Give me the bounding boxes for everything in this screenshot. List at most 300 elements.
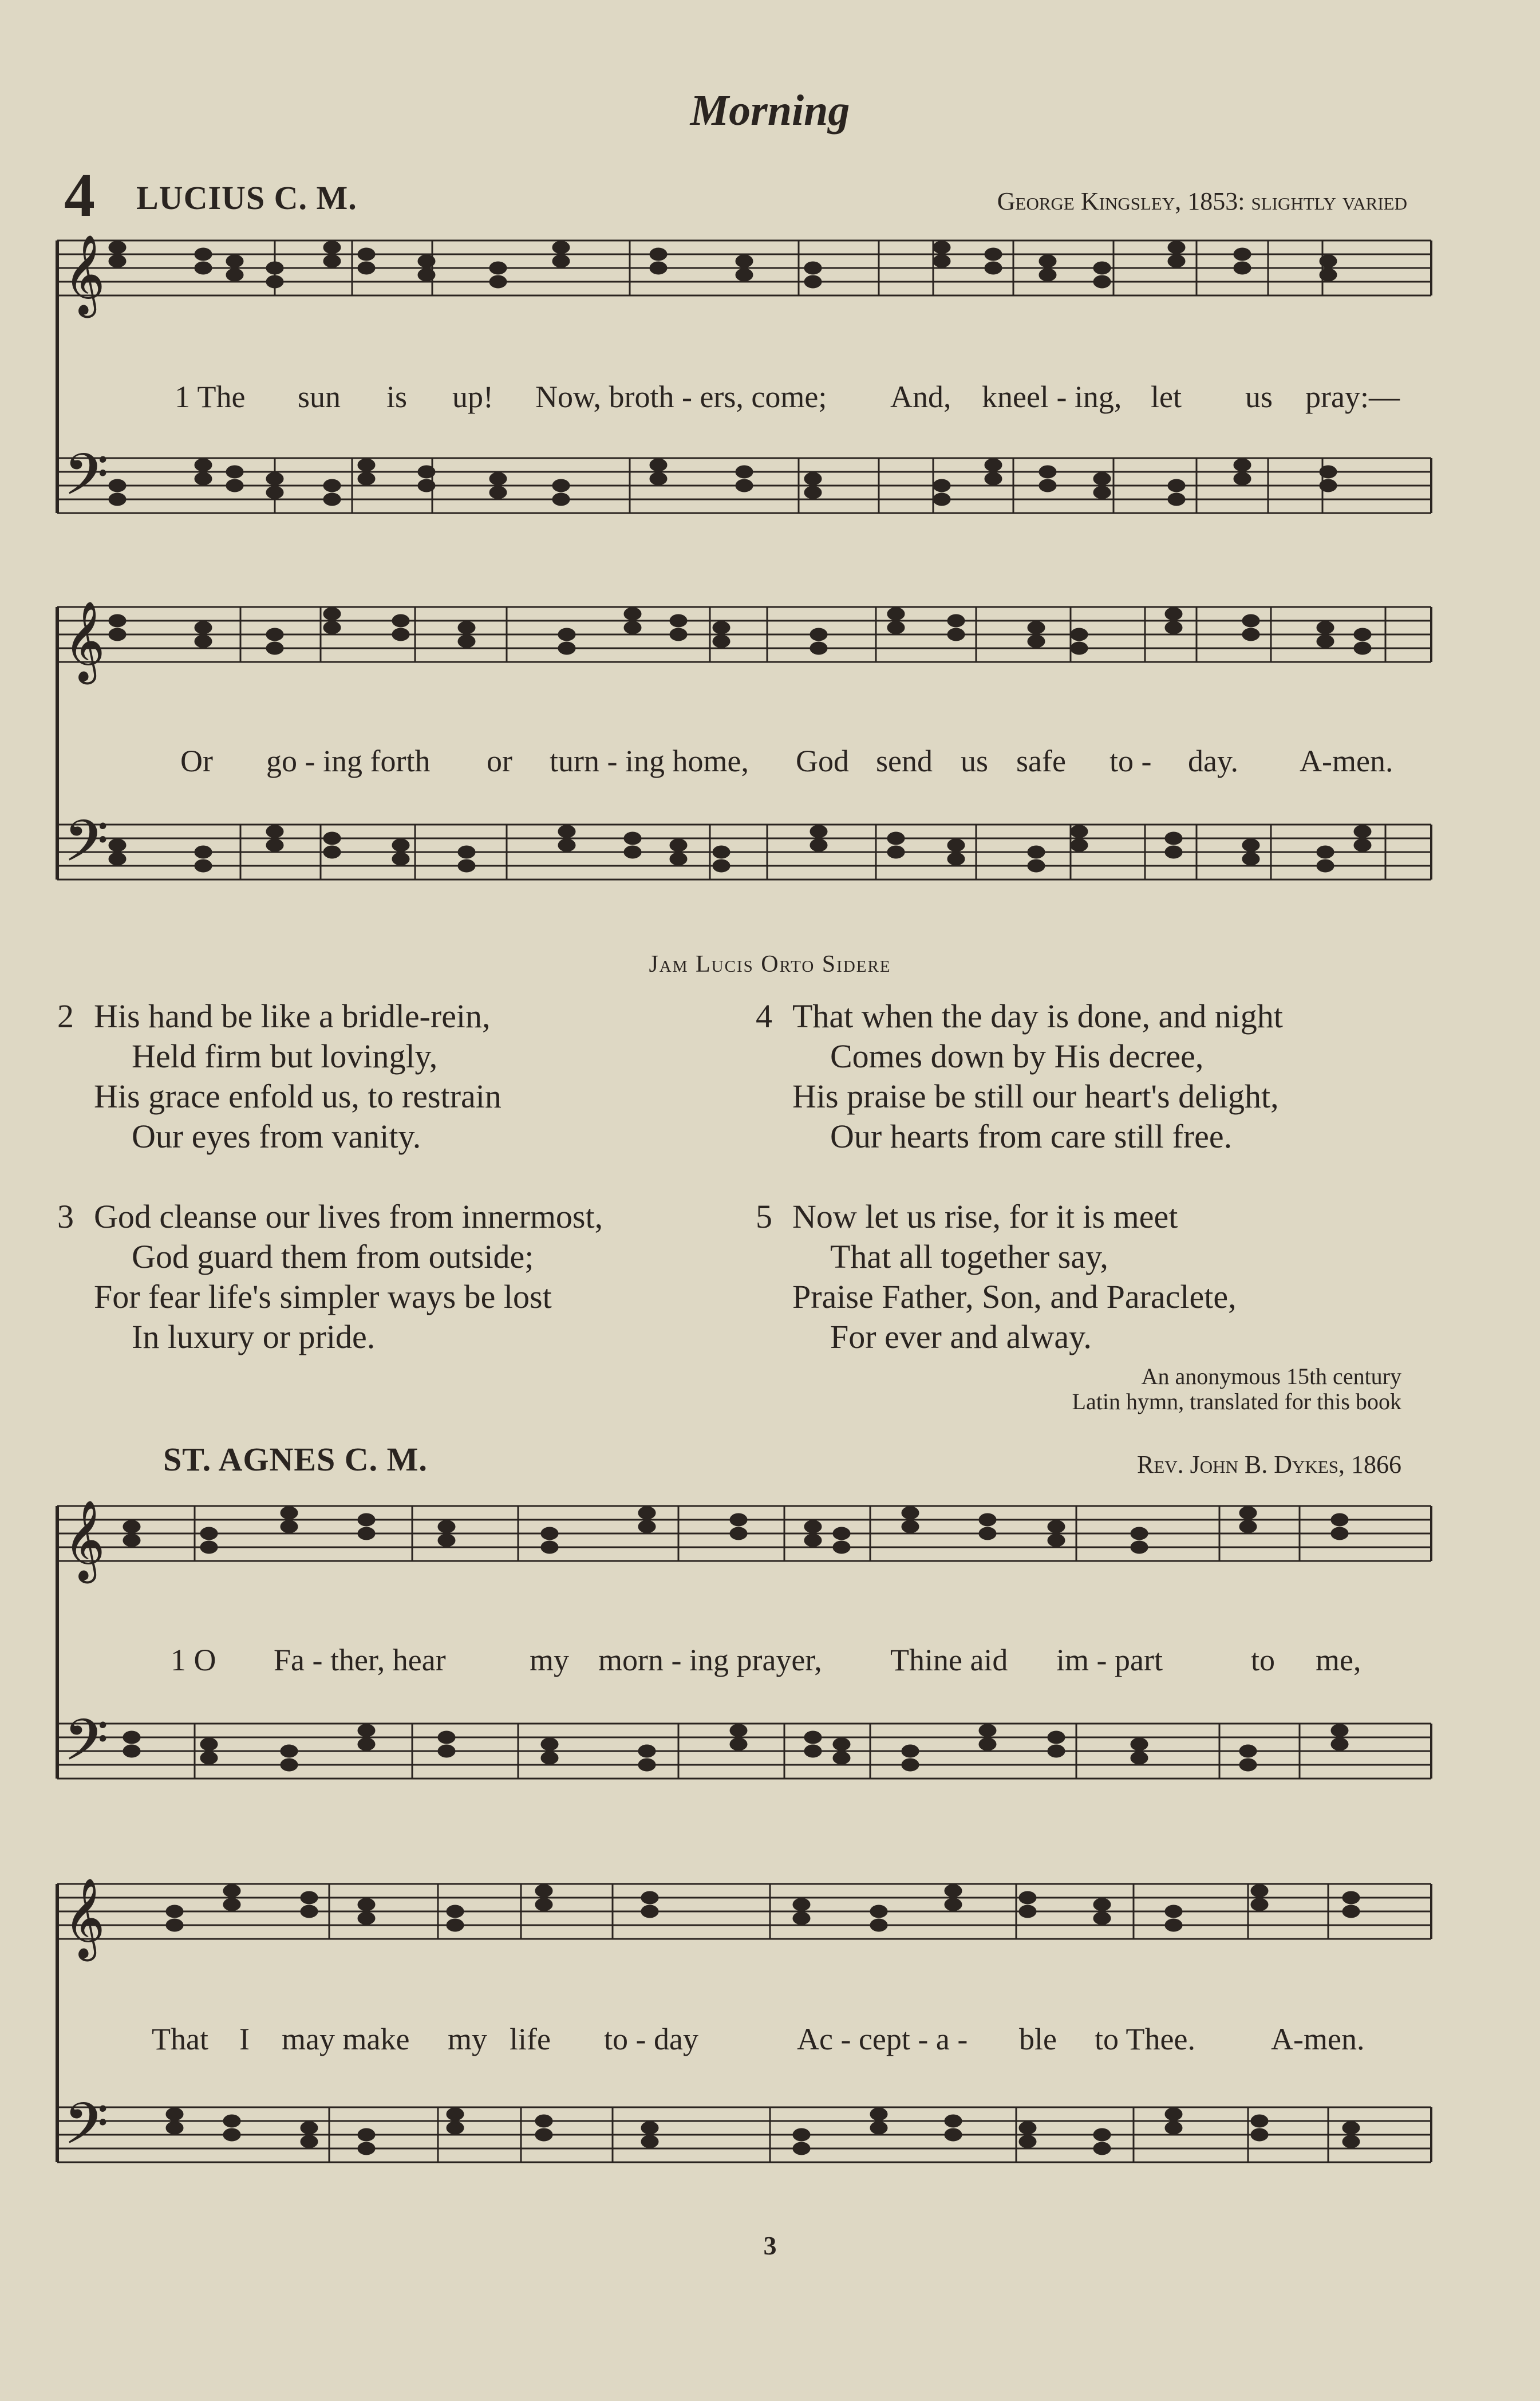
- note-head: [1354, 825, 1371, 838]
- note-head: [833, 1541, 850, 1554]
- note-head: [195, 846, 212, 858]
- note-head: [979, 1527, 996, 1540]
- note-head: [266, 825, 283, 838]
- note-head: [1071, 642, 1088, 655]
- note-head: [358, 1912, 375, 1925]
- note-head: [1165, 2122, 1182, 2134]
- note-head: [226, 479, 243, 492]
- note-head: [447, 2108, 464, 2120]
- note-head: [458, 635, 475, 648]
- note-head: [281, 1507, 298, 1519]
- note-head: [945, 1898, 962, 1911]
- note-head: [979, 1738, 996, 1751]
- note-head: [266, 472, 283, 485]
- note-head: [887, 608, 905, 620]
- note-head: [1251, 1898, 1268, 1911]
- note-head: [1168, 241, 1185, 254]
- lyric-syllable: or: [487, 744, 512, 778]
- note-head: [1131, 1738, 1148, 1751]
- note-head: [650, 262, 667, 274]
- note-head: [1331, 1738, 1348, 1751]
- note-head: [458, 621, 475, 634]
- lyric-syllable: ble: [1019, 2022, 1057, 2056]
- stanza-line: That when the day is done, and night: [792, 998, 1283, 1035]
- note-head: [166, 2122, 183, 2134]
- note-head: [438, 1534, 455, 1547]
- note-head: [552, 493, 570, 506]
- note-head: [358, 472, 375, 485]
- note-head: [226, 269, 243, 281]
- note-head: [489, 262, 507, 274]
- note-head: [1131, 1541, 1148, 1554]
- lyric-syllable: God: [796, 744, 849, 778]
- lyric-syllable: to Thee.: [1095, 2022, 1195, 2056]
- note-head: [358, 459, 375, 471]
- lyric-syllable: us: [1245, 380, 1273, 414]
- note-head: [552, 255, 570, 267]
- stanza-line: His grace enfold us, to restrain: [94, 1078, 502, 1115]
- clef-icon: 𝄢: [64, 1708, 109, 1787]
- lyric-syllable: morn - ing prayer,: [598, 1643, 822, 1677]
- note-head: [624, 621, 641, 634]
- note-head: [1239, 1520, 1257, 1533]
- note-head: [166, 1905, 183, 1918]
- translation-credit: [1072, 1364, 1401, 1414]
- note-head: [266, 628, 283, 641]
- lyric-syllable: turn - ing home,: [550, 744, 749, 778]
- note-head: [933, 479, 950, 492]
- note-head: [1354, 642, 1371, 655]
- lyric-syllable: go - ing forth: [266, 744, 431, 778]
- note-head: [1251, 2115, 1268, 2127]
- note-head: [323, 621, 341, 634]
- note-head: [1165, 621, 1182, 634]
- note-head: [166, 1919, 183, 1931]
- note-head: [638, 1507, 656, 1519]
- note-head: [736, 479, 753, 492]
- lyric-syllable: to -: [1109, 744, 1152, 778]
- clef-icon: 𝄞: [64, 235, 105, 314]
- stanza-number: 4: [756, 998, 772, 1035]
- note-head: [902, 1520, 919, 1533]
- note-head: [323, 832, 341, 845]
- note-head: [1071, 628, 1088, 641]
- note-head: [650, 459, 667, 471]
- clef-icon: 𝄞: [64, 1878, 105, 1958]
- note-head: [1165, 832, 1182, 845]
- note-head: [947, 853, 965, 865]
- note-head: [945, 1884, 962, 1897]
- note-head: [200, 1527, 218, 1540]
- lyric-syllable: may make: [282, 2022, 410, 2056]
- note-head: [200, 1541, 218, 1554]
- note-head: [624, 846, 641, 858]
- note-head: [489, 486, 507, 499]
- note-head: [558, 839, 575, 851]
- note-head: [1165, 608, 1182, 620]
- note-head: [1168, 255, 1185, 267]
- lyric-syllable: Thine aid: [890, 1643, 1008, 1677]
- note-head: [301, 1905, 318, 1918]
- note-head: [1317, 860, 1334, 872]
- note-head: [166, 2108, 183, 2120]
- note-head: [1071, 825, 1088, 838]
- note-head: [810, 825, 827, 838]
- note-head: [624, 832, 641, 845]
- lyric-syllable: me,: [1316, 1643, 1361, 1677]
- note-head: [736, 466, 753, 478]
- note-head: [887, 846, 905, 858]
- alt-composer-attribution: Rev. John B. Dykes, 1866: [1136, 1450, 1401, 1479]
- note-head: [793, 2142, 810, 2155]
- note-head: [392, 853, 409, 865]
- note-head: [985, 262, 1002, 274]
- note-head: [541, 1752, 558, 1764]
- note-head: [358, 2142, 375, 2155]
- note-head: [641, 2135, 658, 2148]
- note-head: [1342, 1905, 1360, 1918]
- note-head: [418, 479, 435, 492]
- note-head: [933, 241, 950, 254]
- lyric-syllable: up!: [452, 380, 493, 414]
- lyric-syllable: That: [152, 2022, 208, 2056]
- note-head: [833, 1752, 850, 1764]
- note-head: [1131, 1752, 1148, 1764]
- note-head: [358, 262, 375, 274]
- note-head: [713, 846, 730, 858]
- note-head: [638, 1759, 656, 1771]
- note-head: [558, 642, 575, 655]
- note-head: [810, 839, 827, 851]
- note-head: [730, 1513, 747, 1526]
- note-head: [1317, 846, 1334, 858]
- note-head: [552, 241, 570, 254]
- alt-tune-name: ST. AGNES C. M.: [163, 1441, 428, 1478]
- note-head: [195, 621, 212, 634]
- lyric-syllable: 1 O: [171, 1643, 216, 1677]
- note-head: [109, 241, 126, 254]
- note-head: [833, 1738, 850, 1751]
- note-head: [1320, 466, 1337, 478]
- note-head: [1251, 2128, 1268, 2141]
- note-head: [1342, 1891, 1360, 1904]
- note-head: [804, 472, 822, 485]
- note-head: [1093, 262, 1111, 274]
- note-head: [1239, 1759, 1257, 1771]
- note-head: [226, 466, 243, 478]
- note-head: [1165, 2108, 1182, 2120]
- note-head: [109, 614, 126, 627]
- note-head: [552, 479, 570, 492]
- note-head: [200, 1752, 218, 1764]
- note-head: [1039, 255, 1056, 267]
- stanza-line: Comes down by His decree,: [830, 1038, 1204, 1075]
- stanza-line: Now let us rise, for it is meet: [792, 1198, 1178, 1235]
- note-head: [624, 608, 641, 620]
- note-head: [1234, 262, 1251, 274]
- note-head: [1071, 839, 1088, 851]
- note-head: [804, 1534, 822, 1547]
- note-head: [541, 1541, 558, 1554]
- note-head: [793, 1898, 810, 1911]
- note-head: [1028, 860, 1045, 872]
- stanza-number: 5: [756, 1198, 772, 1235]
- note-head: [458, 860, 475, 872]
- credit-line: An anonymous 15th century: [1141, 1363, 1401, 1389]
- lyric-syllable: Or: [180, 744, 213, 778]
- note-head: [870, 2108, 887, 2120]
- stanza-line: For ever and alway.: [830, 1318, 1092, 1355]
- note-head: [1019, 2122, 1036, 2134]
- note-head: [1242, 853, 1259, 865]
- note-head: [109, 628, 126, 641]
- note-head: [418, 255, 435, 267]
- note-head: [1093, 2142, 1111, 2155]
- note-head: [541, 1738, 558, 1751]
- note-head: [418, 269, 435, 281]
- note-head: [945, 2115, 962, 2127]
- note-head: [266, 275, 283, 288]
- note-head: [933, 255, 950, 267]
- note-head: [1242, 614, 1259, 627]
- note-head: [438, 1520, 455, 1533]
- note-head: [1168, 479, 1185, 492]
- note-head: [223, 2128, 240, 2141]
- note-head: [641, 2122, 658, 2134]
- note-head: [945, 2128, 962, 2141]
- lyric-syllable: us: [961, 744, 989, 778]
- note-head: [541, 1527, 558, 1540]
- note-head: [109, 255, 126, 267]
- note-head: [123, 1534, 140, 1547]
- lyric-syllable: im - part: [1056, 1643, 1163, 1677]
- stanza-line: His hand be like a bridle-rein,: [94, 998, 491, 1035]
- note-head: [1048, 1534, 1065, 1547]
- note-head: [458, 846, 475, 858]
- note-head: [670, 839, 687, 851]
- note-head: [979, 1724, 996, 1737]
- note-head: [1331, 1527, 1348, 1540]
- note-head: [281, 1759, 298, 1771]
- note-head: [1019, 1891, 1036, 1904]
- note-head: [1028, 846, 1045, 858]
- note-head: [438, 1731, 455, 1744]
- lyric-syllable: safe: [1016, 744, 1066, 778]
- page-number: 3: [763, 2231, 777, 2260]
- note-head: [1093, 2128, 1111, 2141]
- note-head: [489, 275, 507, 288]
- note-head: [281, 1745, 298, 1757]
- note-head: [1048, 1520, 1065, 1533]
- note-head: [1093, 275, 1111, 288]
- note-head: [1317, 621, 1334, 634]
- note-head: [1093, 486, 1111, 499]
- note-head: [123, 1745, 140, 1757]
- note-head: [535, 2128, 552, 2141]
- note-head: [1165, 1905, 1182, 1918]
- lyric-syllable: life: [510, 2022, 551, 2056]
- page-title: Morning: [690, 86, 850, 135]
- note-head: [109, 839, 126, 851]
- note-head: [1342, 2135, 1360, 2148]
- note-head: [1317, 635, 1334, 648]
- note-head: [1234, 248, 1251, 261]
- stanza-line: Praise Father, Son, and Paraclete,: [792, 1278, 1237, 1315]
- note-head: [804, 1745, 822, 1757]
- note-head: [1093, 472, 1111, 485]
- note-head: [195, 248, 212, 261]
- note-head: [447, 2122, 464, 2134]
- note-head: [1239, 1507, 1257, 1519]
- note-head: [358, 1738, 375, 1751]
- note-head: [833, 1527, 850, 1540]
- stanza-4: [756, 996, 1283, 1157]
- stanza-line: God cleanse our lives from innermost,: [94, 1198, 603, 1235]
- note-head: [535, 1884, 552, 1897]
- composer-attribution: George Kingsley, 1853: slightly varied: [997, 187, 1407, 215]
- note-head: [323, 479, 341, 492]
- note-head: [650, 248, 667, 261]
- note-head: [358, 248, 375, 261]
- latin-title: Jam Lucis Orto Sidere: [649, 951, 891, 977]
- note-head: [1168, 493, 1185, 506]
- note-head: [323, 608, 341, 620]
- note-head: [979, 1513, 996, 1526]
- note-head: [195, 459, 212, 471]
- note-head: [1320, 269, 1337, 281]
- note-head: [1242, 628, 1259, 641]
- lyric-syllable: let: [1151, 380, 1182, 414]
- note-head: [535, 1898, 552, 1911]
- note-head: [730, 1724, 747, 1737]
- note-head: [650, 472, 667, 485]
- note-head: [301, 2122, 318, 2134]
- stanza-5: [756, 1197, 1237, 1357]
- note-head: [1019, 2135, 1036, 2148]
- note-head: [870, 1919, 887, 1931]
- note-head: [933, 493, 950, 506]
- note-head: [985, 459, 1002, 471]
- note-head: [223, 1884, 240, 1897]
- note-head: [281, 1520, 298, 1533]
- note-head: [1331, 1724, 1348, 1737]
- stanza-line: For fear life's simpler ways be lost: [94, 1278, 552, 1315]
- note-head: [1320, 255, 1337, 267]
- note-head: [535, 2115, 552, 2127]
- note-head: [1165, 1919, 1182, 1931]
- note-head: [1028, 621, 1045, 634]
- note-head: [870, 2122, 887, 2134]
- note-head: [200, 1738, 218, 1751]
- note-head: [195, 262, 212, 274]
- lyric-syllable: I: [239, 2022, 250, 2056]
- clef-icon: 𝄞: [64, 1500, 105, 1580]
- note-head: [1048, 1731, 1065, 1744]
- note-head: [1093, 1898, 1111, 1911]
- lyric-syllable: sun: [298, 380, 341, 414]
- note-head: [447, 1919, 464, 1931]
- note-head: [902, 1745, 919, 1757]
- note-head: [266, 839, 283, 851]
- note-head: [641, 1905, 658, 1918]
- note-head: [804, 1520, 822, 1533]
- clef-icon: 𝄞: [64, 601, 105, 681]
- stanza-line: Our hearts from care still free.: [830, 1118, 1233, 1155]
- note-head: [195, 635, 212, 648]
- note-head: [1019, 1905, 1036, 1918]
- note-head: [323, 846, 341, 858]
- note-head: [109, 479, 126, 492]
- stanza-line: In luxury or pride.: [132, 1318, 376, 1355]
- stanza-line: Our eyes from vanity.: [132, 1118, 421, 1155]
- note-head: [1242, 839, 1259, 851]
- note-head: [1331, 1513, 1348, 1526]
- note-head: [358, 1724, 375, 1737]
- lyric-syllable: pray:—: [1305, 380, 1400, 414]
- note-head: [1093, 1912, 1111, 1925]
- note-head: [985, 472, 1002, 485]
- lyric-syllable: day.: [1188, 744, 1238, 778]
- note-head: [1048, 1745, 1065, 1757]
- clef-icon: 𝄢: [64, 442, 109, 522]
- stanza-line: That all together say,: [830, 1238, 1108, 1275]
- note-head: [301, 1891, 318, 1904]
- lyric-syllable: to: [1251, 1643, 1276, 1677]
- note-head: [1342, 2122, 1360, 2134]
- note-head: [266, 262, 283, 274]
- note-head: [670, 628, 687, 641]
- note-head: [301, 2135, 318, 2148]
- note-head: [947, 614, 965, 627]
- note-head: [947, 839, 965, 851]
- note-head: [793, 1912, 810, 1925]
- note-head: [266, 642, 283, 655]
- note-head: [489, 472, 507, 485]
- note-head: [438, 1745, 455, 1757]
- note-head: [638, 1520, 656, 1533]
- note-head: [902, 1759, 919, 1771]
- tune-name: LUCIUS C. M.: [136, 179, 357, 216]
- lyric-syllable: A-men.: [1300, 744, 1393, 778]
- note-head: [358, 1898, 375, 1911]
- credit-line: Latin hymn, translated for this book: [1072, 1389, 1401, 1414]
- note-head: [1165, 846, 1182, 858]
- lyric-syllable: And,: [890, 380, 951, 414]
- note-head: [1234, 472, 1251, 485]
- lyric-syllable: send: [876, 744, 933, 778]
- note-head: [730, 1738, 747, 1751]
- note-head: [804, 275, 822, 288]
- lyric-syllable: 1 The: [175, 380, 246, 414]
- note-head: [1131, 1527, 1148, 1540]
- stanza-line: God guard them from outside;: [132, 1238, 534, 1275]
- stanza-line: Held firm but lovingly,: [132, 1038, 438, 1075]
- stanza-2: [57, 996, 502, 1157]
- note-head: [558, 825, 575, 838]
- note-head: [810, 628, 827, 641]
- stanza-3: [57, 1197, 603, 1357]
- note-head: [392, 614, 409, 627]
- note-head: [195, 472, 212, 485]
- clef-icon: 𝄢: [64, 809, 109, 888]
- note-head: [195, 860, 212, 872]
- note-head: [226, 255, 243, 267]
- lyric-syllable: my: [530, 1643, 570, 1677]
- lyric-syllable: my: [448, 2022, 488, 2056]
- stanza-number: 3: [57, 1198, 74, 1235]
- lyric-syllable: kneel - ing,: [982, 380, 1122, 414]
- stanza-line: His praise be still our heart's delight,: [792, 1078, 1279, 1115]
